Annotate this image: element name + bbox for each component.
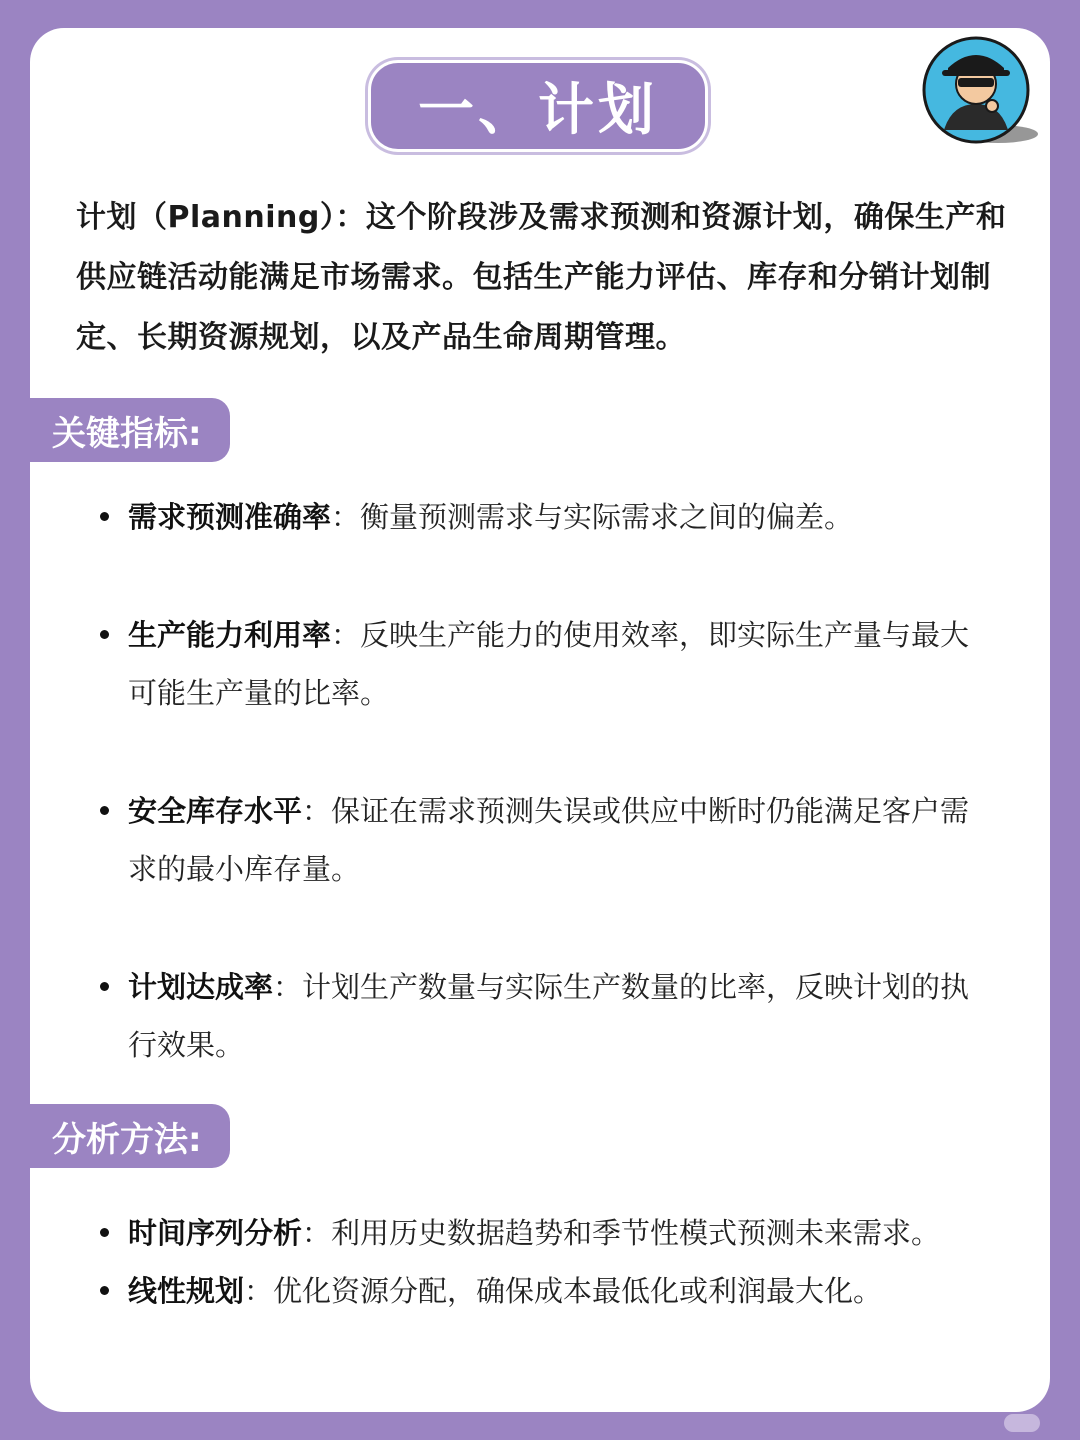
item-desc: ：衡量预测需求与实际需求之间的偏差。 — [331, 500, 854, 534]
watermark-badge — [1004, 1414, 1040, 1432]
bullet-icon — [100, 512, 109, 521]
analysis-methods-list — [98, 1204, 998, 1320]
key-metrics-list — [98, 488, 998, 1074]
intro-paragraph: 计划（Planning）：这个阶段涉及需求预测和资源计划，确保生产和供应链活动能满足市场需求。包括生产能力评估、库存和分销计划制定、长期资源规划，以及产品生命周期管理。 — [76, 200, 1007, 355]
item-term: 线性规划 — [128, 1274, 245, 1308]
section-label-key-metrics: 关键指标: — [30, 398, 230, 462]
bullet-icon — [100, 630, 109, 639]
list-item — [98, 488, 998, 546]
avatar-icon — [922, 34, 1040, 146]
item-term: 安全库存水平 — [128, 794, 303, 828]
item-desc: ：保证在需求预测失误或供应中断时仍能满足客户需求的最小库存量。 — [128, 794, 970, 886]
list-item — [98, 958, 998, 1074]
item-desc: ：利用历史数据趋势和季节性模式预测未来需求。 — [302, 1216, 941, 1250]
bullet-icon — [100, 1286, 109, 1295]
section-label-analysis-methods: 分析方法: — [30, 1104, 230, 1168]
item-term: 计划达成率 — [128, 970, 274, 1004]
bullet-icon — [100, 806, 109, 815]
item-term: 生产能力利用率 — [128, 618, 332, 652]
list-item — [98, 782, 998, 898]
bullet-icon — [100, 982, 109, 991]
item-desc: ：反映生产能力的使用效率，即实际生产量与最大可能生产量的比率。 — [128, 618, 970, 710]
item-term: 需求预测准确率 — [128, 500, 332, 534]
item-desc: ：优化资源分配，确保成本最低化或利润最大化。 — [244, 1274, 883, 1308]
content-card — [30, 28, 1050, 1412]
list-item — [98, 606, 998, 722]
item-desc: ：计划生产数量与实际生产数量的比率，反映计划的执行效果。 — [128, 970, 970, 1062]
list-item — [98, 1262, 998, 1320]
bullet-icon — [100, 1228, 109, 1237]
list-item — [98, 1204, 998, 1262]
page-title: 一、计划 — [368, 60, 708, 152]
item-term: 时间序列分析 — [128, 1216, 303, 1250]
